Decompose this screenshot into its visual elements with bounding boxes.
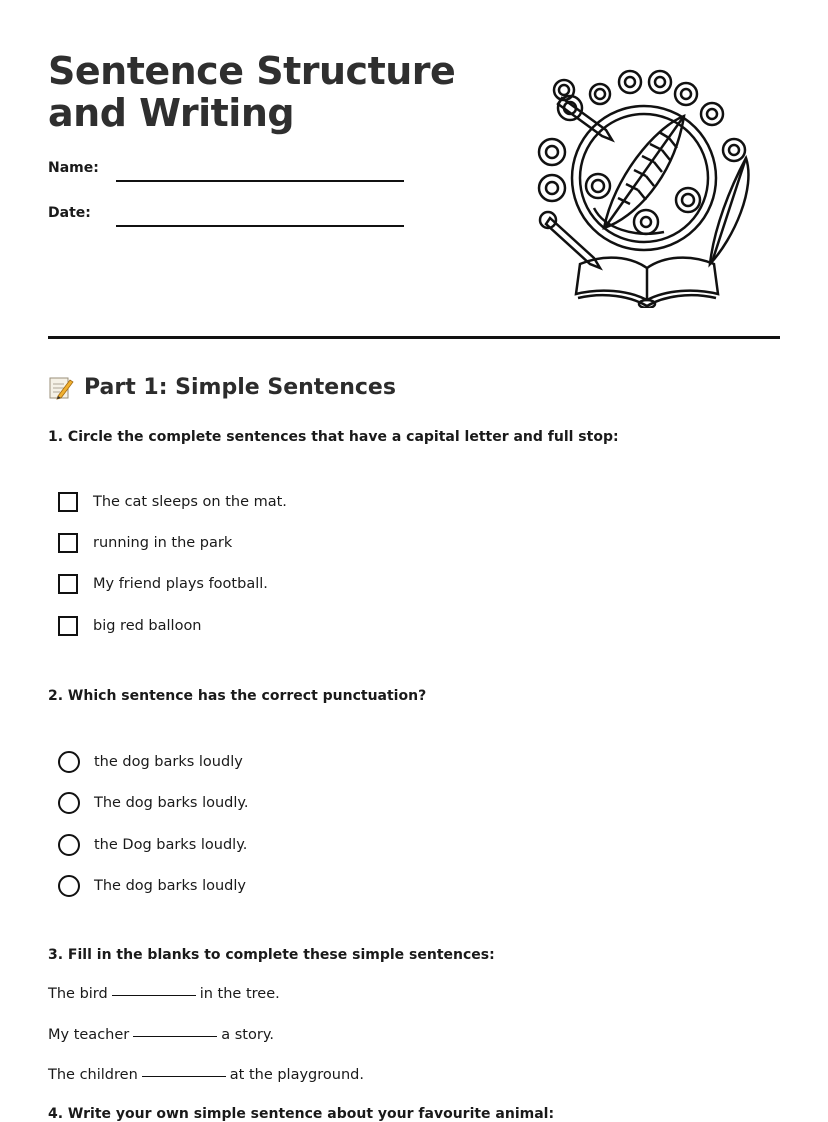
q1-option-label: The cat sleeps on the mat. bbox=[93, 494, 287, 510]
sentence-end: a story. bbox=[221, 1027, 274, 1043]
q1-option-label: My friend plays football. bbox=[93, 576, 268, 592]
name-label: Name: bbox=[48, 160, 99, 176]
blank-field[interactable] bbox=[133, 1036, 217, 1037]
quill-book-emblem-icon bbox=[534, 68, 760, 308]
question-3-prompt: 3. Fill in the blanks to complete these simple sentences: bbox=[48, 947, 495, 963]
header-divider bbox=[48, 336, 780, 339]
q2-option-label: the dog barks loudly bbox=[94, 754, 243, 770]
q2-option[interactable] bbox=[58, 875, 246, 897]
checkbox[interactable] bbox=[58, 533, 78, 553]
checkbox[interactable] bbox=[58, 616, 78, 636]
sentence-start: The children bbox=[48, 1067, 138, 1083]
sentence-start: The bird bbox=[48, 986, 108, 1002]
part1-heading-text: Part 1: Simple Sentences bbox=[84, 374, 396, 400]
q2-option[interactable] bbox=[58, 792, 249, 814]
radio-button[interactable] bbox=[58, 751, 80, 773]
q2-option[interactable] bbox=[58, 751, 243, 773]
fill-blank-sentence bbox=[48, 1067, 364, 1083]
checkbox[interactable] bbox=[58, 574, 78, 594]
worksheet-title: Sentence Structure and Writing bbox=[48, 49, 456, 135]
radio-button[interactable] bbox=[58, 834, 80, 856]
q1-option[interactable] bbox=[58, 616, 202, 636]
q2-option-label: The dog barks loudly bbox=[94, 878, 246, 894]
checkbox[interactable] bbox=[58, 492, 78, 512]
q1-option[interactable] bbox=[58, 492, 287, 512]
radio-button[interactable] bbox=[58, 875, 80, 897]
sentence-end: at the playground. bbox=[229, 1067, 364, 1083]
question-1-prompt: 1. Circle the complete sentences that have a capital letter and full stop: bbox=[48, 429, 619, 445]
name-field[interactable] bbox=[116, 180, 404, 182]
fill-blank-sentence bbox=[48, 986, 280, 1002]
blank-field[interactable] bbox=[112, 995, 196, 996]
q2-option[interactable] bbox=[58, 834, 247, 856]
q2-option-label: the Dog barks loudly. bbox=[94, 837, 248, 853]
question-2-prompt: 2. Which sentence has the correct punctuation? bbox=[48, 688, 427, 704]
q1-option-label: big red balloon bbox=[93, 618, 202, 634]
memo-icon bbox=[48, 374, 74, 400]
part1-heading bbox=[48, 374, 396, 400]
radio-button[interactable] bbox=[58, 792, 80, 814]
fill-blank-sentence bbox=[48, 1027, 274, 1043]
sentence-end: in the tree. bbox=[199, 986, 280, 1002]
blank-field[interactable] bbox=[142, 1076, 226, 1077]
q1-option[interactable] bbox=[58, 574, 268, 594]
q2-option-label: The dog barks loudly. bbox=[94, 795, 249, 811]
q1-option[interactable] bbox=[58, 533, 232, 553]
date-label: Date: bbox=[48, 205, 91, 221]
sentence-start: My teacher bbox=[48, 1027, 130, 1043]
q1-option-label: running in the park bbox=[93, 535, 233, 551]
question-4-prompt: 4. Write your own simple sentence about your favourite animal: bbox=[48, 1106, 555, 1122]
date-field[interactable] bbox=[116, 225, 404, 227]
